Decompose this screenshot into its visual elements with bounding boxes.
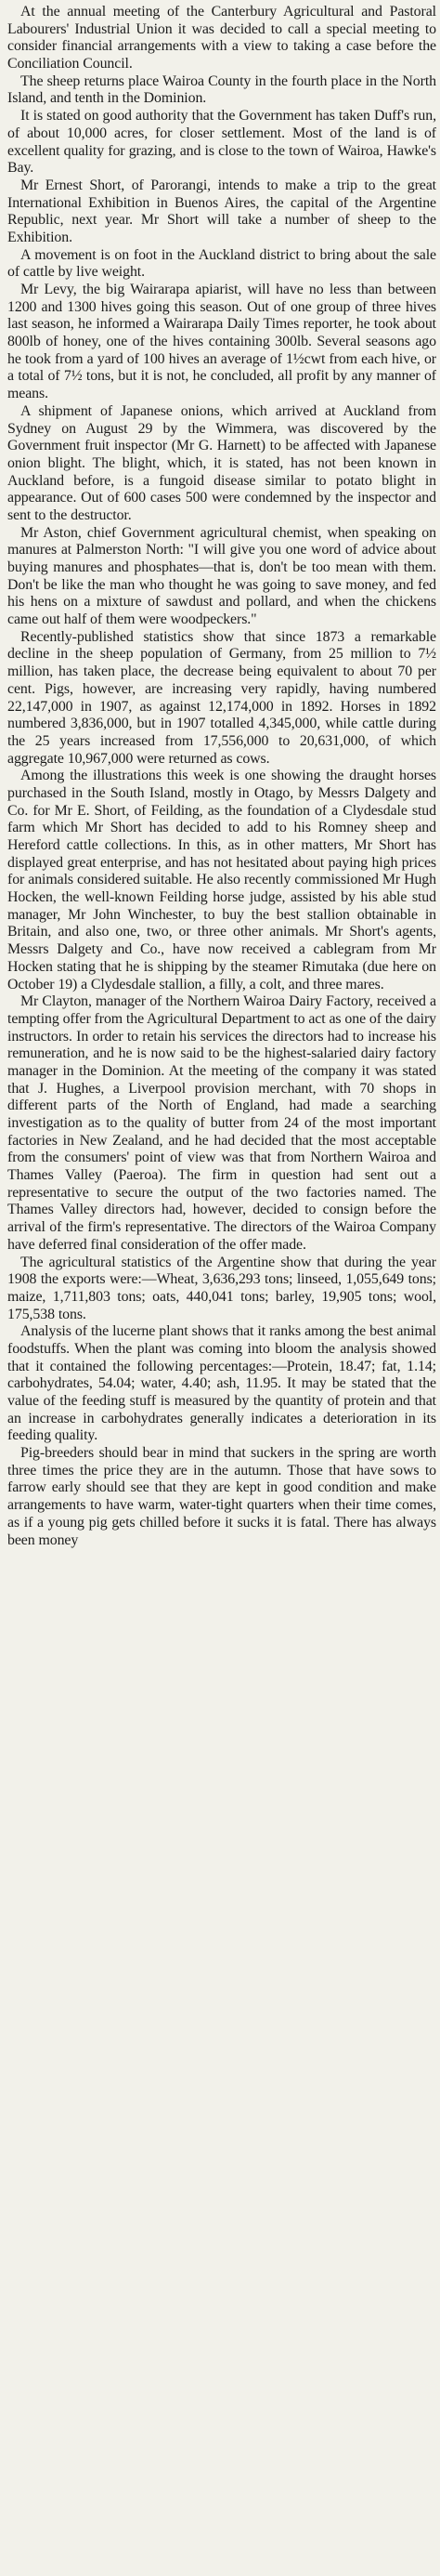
paragraph-draught-horses: Among the illustrations this week is one showing the draught horses purchased in the South Island, mostly in Otago, by Messrs Dalgety and Co. for Mr E. Short, of Feilding, as the foundation of a Clydesdale stud farm which Mr Short has decided to add to his Romney sheep and Hereford cattle collections. In this, as in other matters, Mr Short has displayed great enterprise, and has not hesitated about paying high prices for animals considered suitable. He also recently commissioned Mr Hugh Hocken, the well-known Feilding horse judge, assisted by his able stud manager, Mr John Winchester, to buy the best stallion obtainable in Britain, and also one, two, or three other animals. Mr Short's agents, Messrs Dalgety and Co., have now received a cablegram from Mr Hocken stating that he is shipping by the steamer Rimutaka (due here on October 19) a Clydesdale stallion, a filly, a colt, and three mares. xyxy=(7,768,436,992)
paragraph-sheep-returns: The sheep returns place Wairoa County in the fourth place in the North Island, and tenth in the Dominion. xyxy=(7,72,436,107)
paragraph-pig-breeders: Pig-breeders should bear in mind that suckers in the spring are worth three times the price they are in the autumn. Those that have sows to farrow early should see that they are kept in good condition and make arrangements to have warm, water-tight quarters when their time comes, as if a young pig gets chilled before it sucks it is fatal. There has always been money xyxy=(7,1445,436,1548)
paragraph-duffs-run: It is stated on good authority that the Government has taken Duff's run, of about 10,000 acres, for closer settlement. Most of the land is of excellent quality for grazing, and is close to the town of Wairoa, Hawke's Bay. xyxy=(7,108,436,177)
paragraph-labourers-union: At the annual meeting of the Canterbury Agricultural and Pastoral Labourers' Industrial Union it was decided to call a special meeting to consider financial arrangements with a view to taking a case before the Conciliation Council. xyxy=(7,4,436,72)
newspaper-column xyxy=(7,4,436,2572)
paragraph-lucerne-analysis: Analysis of the lucerne plant shows that it ranks among the best animal foodstuffs. When the plant was coming into bloom the analysis showed that it contained the following percentages:—Protein, 18.47; fat, 1.14; carbohydrates, 54.04; water, 4.40; ash, 11.95. It may be stated that the value of the feeding stuff is measured by the quantity of protein and that an increase in carbohydrates generally indicates a deterioration in its feeding quality. xyxy=(7,1323,436,1444)
paragraph-argentine-statistics: The agricultural statistics of the Argentine show that during the year 1908 the exports were:—Wheat, 3,636,293 tons; linseed, 1,055,649 tons; maize, 1,711,803 tons; oats, 440,041 tons; barley, 19,905 tons; wool, 175,538 tons. xyxy=(7,1254,436,1322)
paragraph-ernest-short-trip: Mr Ernest Short, of Parorangi, intends to make a trip to the great International Exhibition in Buenos Aires, the capital of the Argentine Republic, next year. Mr Short will take a number of sheep to the Exhibition. xyxy=(7,177,436,245)
paragraph-apiarist: Mr Levy, the big Wairarapa apiarist, will have no less than between 1200 and 1300 hives going this season. Out of one group of three hives last season, he informed a Wairarapa Daily Times reporter, he took about 800lb of honey, one of the hives containing 300lb. Several seasons ago he took from a yard of 100 hives an average of 1½cwt from each hive, or a total of 7½ tons, but it is not, he concluded, all profit by any manner of means. xyxy=(7,282,436,402)
paragraph-german-livestock: Recently-published statistics show that since 1873 a remarkable decline in the sheep population of Germany, from 25 million to 7½ million, has taken place, the decrease being equivalent to about 70 per cent. Pigs, however, are increasing very rapidly, having numbered 22,147,000 in 1907, as against 12,174,000 in 1892. Horses in 1892 numbered 3,836,000, but in 1907 totalled 4,345,000, while cattle during the 25 years increased from 17,556,000 to 20,631,000, of which aggregate 10,967,000 were returned as cows. xyxy=(7,628,436,767)
paragraph-manures-advice: Mr Aston, chief Government agricultural chemist, when speaking on manures at Palmerston North: "I will give you one word of advice about buying manures and phosphates—that is, don't be too mean with them. Don't be like the man who thought he was going to save money, and fed his hens on a mixture of sawdust and pollard, and when the chickens came out half of them were woodpeckers." xyxy=(7,524,436,628)
paragraph-onion-blight: A shipment of Japanese onions, which arrived at Auckland from Sydney on August 29 by the Wimmera, was discovered by the Government fruit inspector (Mr G. Harnett) to be affected with Japanese onion blight. The blight, which, it is stated, has not been known in Auckland before, is a fungoid disease similar to potato blight in appearance. Out of 600 cases 500 were condemned by the inspector and sent to the destructor. xyxy=(7,402,436,523)
paragraph-cattle-live-weight: A movement is on foot in the Auckland district to bring about the sale of cattle by live weight. xyxy=(7,246,436,281)
paragraph-dairy-factory: Mr Clayton, manager of the Northern Wairoa Dairy Factory, received a tempting offer from the Agricultural Department to act as one of the dairy instructors. In order to retain his services the directors had to increase his remuneration, and he is now said to be the highest-salaried dairy factory manager in the Dominion. At the meeting of the company it was stated that J. Hughes, a Liverpool provision merchant, with 70 shops in different parts of the North of England, had made a searching investigation as to the quality of butter from 24 of the most important factories in New Zealand, and he had decided that the most acceptable from the consumers' point of view was that from Northern Wairoa and Thames Valley (Paeroa). The firm in question had sent out a representative to secure the output of the two factories named. The Thames Valley directors had, however, decided to consign before the arrival of the firm's representative. The directors of the Wairoa Company have deferred final consideration of the offer made. xyxy=(7,993,436,1253)
